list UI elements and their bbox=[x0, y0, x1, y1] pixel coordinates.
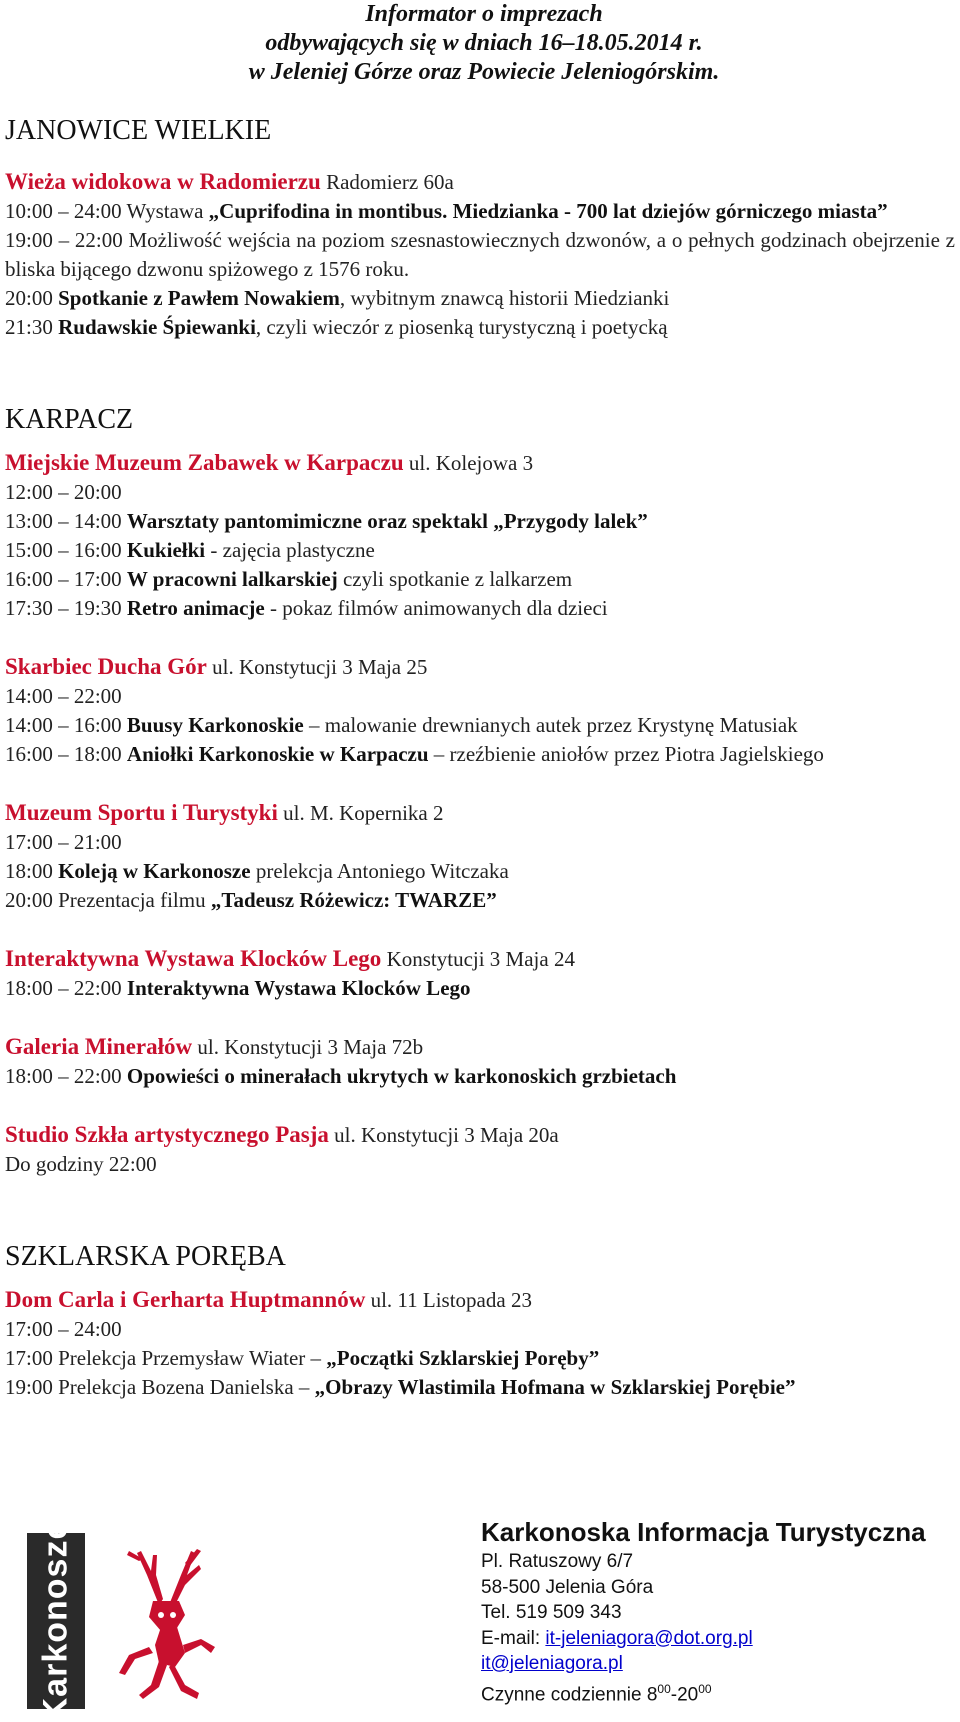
venue-address: ul. Konstytucji 3 Maja 25 bbox=[206, 655, 428, 679]
event-time: 14:00 – 16:00 bbox=[5, 713, 127, 737]
footer-email-line bbox=[481, 1626, 951, 1652]
venue-address: ul. Konstytucji 3 Maja 20a bbox=[328, 1123, 559, 1147]
email-link-1[interactable]: it-jeleniagora@dot.org.pl bbox=[545, 1627, 753, 1649]
venue-address: ul. Kolejowa 3 bbox=[403, 451, 534, 475]
karkonosze-logo bbox=[27, 1519, 235, 1722]
event-time: 16:00 – 17:00 bbox=[5, 567, 127, 591]
venue-address: Konstytucji 3 Maja 24 bbox=[381, 947, 575, 971]
tourist-info-box bbox=[481, 1515, 951, 1707]
header-line-2: odbywających się w dniach 16–18.05.2014 r. bbox=[265, 30, 703, 56]
event-description: czyli spotkanie z lalkarzem bbox=[337, 567, 573, 591]
venue-line bbox=[5, 944, 955, 974]
event-title: „Początki Szklarskiej Poręby” bbox=[326, 1346, 600, 1370]
events-content bbox=[5, 111, 955, 1402]
footer-hours bbox=[481, 1677, 951, 1708]
event-line bbox=[5, 1062, 955, 1091]
venue-line bbox=[5, 798, 955, 828]
venue-hours: Do godziny 22:00 bbox=[5, 1152, 157, 1176]
venue-name: Studio Szkła artystycznego Pasja bbox=[5, 1122, 329, 1147]
venue-line bbox=[5, 448, 955, 478]
venue-name: Skarbiec Ducha Gór bbox=[5, 654, 207, 679]
event-title: Opowieści o minerałach ukrytych w karkonoskich grzbietach bbox=[126, 1064, 677, 1088]
venue-hours: 12:00 – 20:00 bbox=[5, 480, 122, 504]
event-line bbox=[5, 284, 955, 313]
hours-mid: -20 bbox=[670, 1683, 699, 1705]
event-time: 21:30 bbox=[5, 315, 59, 339]
event-line bbox=[5, 313, 955, 342]
venue-line bbox=[5, 1032, 955, 1062]
event-title: Spotkanie z Pawłem Nowakiem bbox=[58, 286, 340, 310]
venue-hours: 17:00 – 21:00 bbox=[5, 830, 122, 854]
event-line bbox=[5, 886, 955, 915]
event-time: 19:00 Prelekcja Bozena Danielska – bbox=[5, 1375, 315, 1399]
hours-sup-1: 00 bbox=[657, 1681, 671, 1696]
event-time: 20:00 bbox=[5, 286, 59, 310]
venue-line bbox=[5, 1285, 955, 1315]
venue-name: Wieża widokowa w Radomierzu bbox=[5, 169, 321, 194]
event-time: 18:00 bbox=[5, 859, 59, 883]
header-line-1: Informator o imprezach bbox=[365, 1, 603, 27]
venue-line bbox=[5, 652, 955, 682]
event-time: 13:00 – 14:00 bbox=[5, 509, 127, 533]
event-line bbox=[5, 1373, 955, 1402]
logo-bar bbox=[27, 1519, 85, 1722]
event-description: prelekcja Antoniego Witczaka bbox=[250, 859, 509, 883]
event-description: – malowanie drewnianych autek przez Krystynę Matusiak bbox=[303, 713, 798, 737]
footer-email-line-2 bbox=[481, 1651, 951, 1677]
event-time: 18:00 – 22:00 bbox=[5, 1064, 127, 1088]
email-label: E-mail: bbox=[481, 1627, 546, 1649]
event-title: W pracowni lalkarskiej bbox=[126, 567, 338, 591]
logo-text: Karkonosze bbox=[36, 1519, 75, 1722]
hours-sup-2: 00 bbox=[698, 1681, 712, 1696]
event-title: Kukiełki bbox=[126, 538, 206, 562]
event-line bbox=[5, 857, 955, 886]
venue-line bbox=[5, 167, 955, 197]
footer-address-2: 58-500 Jelenia Góra bbox=[481, 1576, 654, 1598]
venue-name: Dom Carla i Gerharta Huptmannów bbox=[5, 1287, 366, 1312]
venue-name: Interaktywna Wystawa Klocków Lego bbox=[5, 946, 382, 971]
event-time: 17:00 Prelekcja Przemysław Wiater – bbox=[5, 1346, 327, 1370]
event-title: Buusy Karkonoskie bbox=[126, 713, 304, 737]
event-line bbox=[5, 507, 955, 536]
event-line bbox=[5, 197, 955, 226]
venue-name: Miejskie Muzeum Zabawek w Karpaczu bbox=[5, 450, 404, 475]
venue-name: Galeria Minerałów bbox=[5, 1034, 193, 1059]
event-title: Retro animacje bbox=[126, 596, 265, 620]
event-line bbox=[5, 1344, 955, 1373]
email-link-2[interactable]: it@jeleniagora.pl bbox=[481, 1653, 623, 1674]
event-time: 16:00 – 18:00 bbox=[5, 742, 127, 766]
footer-phone: Tel. 519 509 343 bbox=[481, 1602, 622, 1623]
event-time: 15:00 – 16:00 bbox=[5, 538, 127, 562]
event-title: Rudawskie Śpiewanki bbox=[58, 315, 256, 339]
event-title: Warsztaty pantomimiczne oraz spektakl „Przygody lalek” bbox=[126, 509, 648, 533]
event-time: 20:00 Prezentacja filmu bbox=[5, 888, 211, 912]
event-title: „Tadeusz Różewicz: TWARZE” bbox=[210, 888, 497, 912]
event-title: „Cuprifodina in montibus. Miedzianka - 700 lat dziejów górniczego miasta” bbox=[208, 199, 888, 223]
venue-hours: 14:00 – 22:00 bbox=[5, 684, 122, 708]
event-description: , czyli wieczór z piosenką turystyczną i poetycką bbox=[255, 315, 668, 339]
event-description: - zajęcia plastyczne bbox=[205, 538, 375, 562]
event-line bbox=[5, 594, 955, 623]
deer-emblem-icon bbox=[89, 1535, 229, 1707]
event-line bbox=[5, 974, 955, 1003]
header-line-3: w Jeleniej Górze oraz Powiecie Jeleniogórskim. bbox=[248, 59, 720, 85]
document-header bbox=[0, 0, 960, 87]
event-time: 10:00 – 24:00 Wystawa bbox=[5, 199, 209, 223]
venue-address: ul. 11 Listopada 23 bbox=[365, 1288, 532, 1312]
event-description: , wybitnym znawcą historii Miedzianki bbox=[339, 286, 670, 310]
event-title: Aniołki Karkonoskie w Karpaczu bbox=[126, 742, 429, 766]
event-line bbox=[5, 536, 955, 565]
venue-address: ul. Konstytucji 3 Maja 72b bbox=[192, 1035, 424, 1059]
event-line bbox=[5, 565, 955, 594]
event-title: Koleją w Karkonosze bbox=[58, 859, 251, 883]
event-description: - pokaz filmów animowanych dla dzieci bbox=[264, 596, 608, 620]
city-heading-karpacz: KARPACZ bbox=[5, 404, 134, 435]
city-heading-szklarska: SZKLARSKA PORĘBA bbox=[5, 1241, 286, 1272]
venue-line bbox=[5, 1120, 955, 1150]
event-line bbox=[5, 711, 955, 740]
footer-address-1: Pl. Ratuszowy 6/7 bbox=[481, 1551, 634, 1572]
footer-title: Karkonoska Informacja Turystyczna bbox=[481, 1517, 926, 1547]
hours-prefix: Czynne codziennie 8 bbox=[481, 1683, 658, 1705]
city-heading-janowice: JANOWICE WIELKIE bbox=[5, 115, 272, 146]
venue-name: Muzeum Sportu i Turystyki bbox=[5, 800, 278, 825]
event-time: 17:30 – 19:30 bbox=[5, 596, 127, 620]
event-description: – rzeźbienie aniołów przez Piotra Jagielskiego bbox=[428, 742, 824, 766]
event-title: Interaktywna Wystawa Klocków Lego bbox=[126, 976, 471, 1000]
event-time: 18:00 – 22:00 bbox=[5, 976, 127, 1000]
event-line bbox=[5, 740, 955, 769]
event-line: 19:00 – 22:00 Możliwość wejścia na poziom szesnastowiecznych dzwonów, a o pełnych godzinach obejrzenie z bliska bijącego dzwonu spiżowego z 1576 roku. bbox=[5, 228, 955, 281]
venue-address: ul. M. Kopernika 2 bbox=[277, 801, 444, 825]
venue-address: Radomierz 60a bbox=[326, 170, 454, 194]
event-title: „Obrazy Wlastimila Hofmana w Szklarskiej Porębie” bbox=[314, 1375, 796, 1399]
venue-hours: 17:00 – 24:00 bbox=[5, 1317, 122, 1341]
